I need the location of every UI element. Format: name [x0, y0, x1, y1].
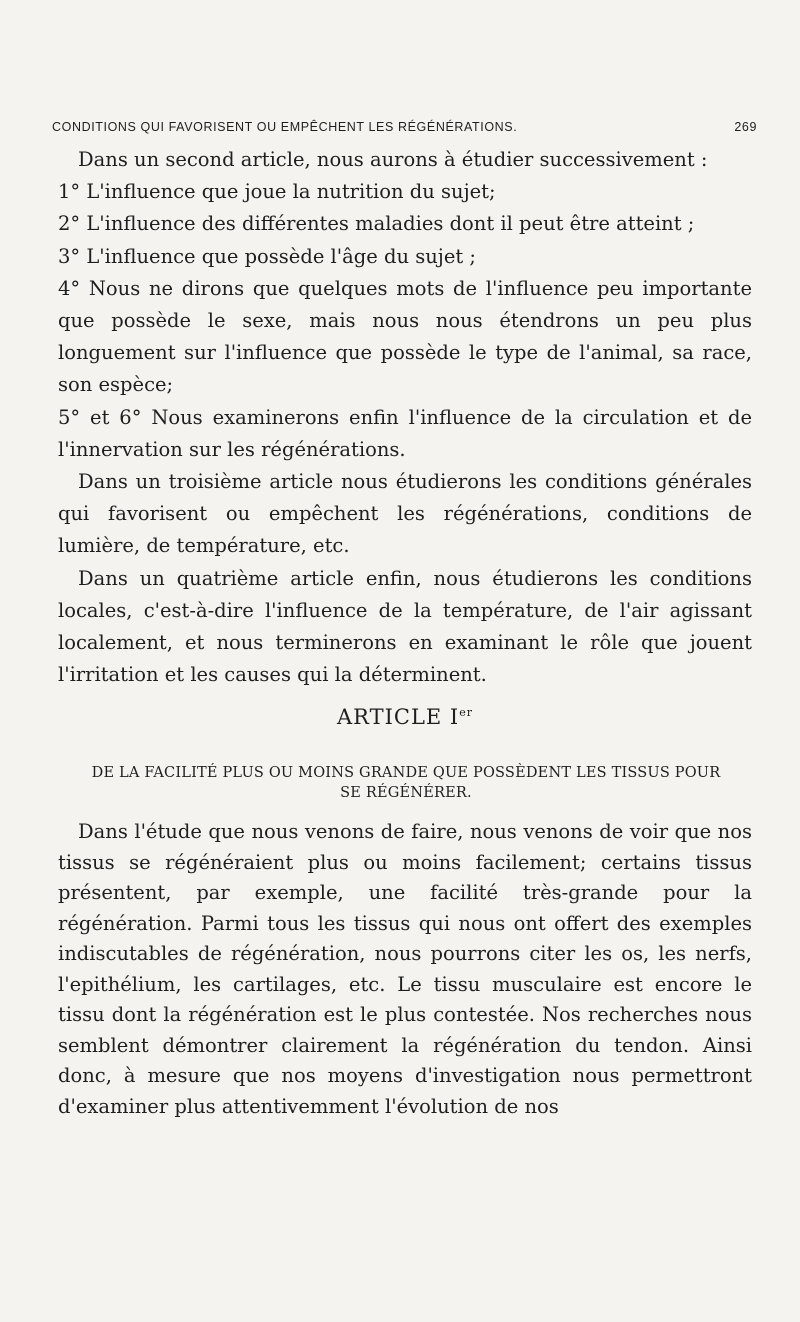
list-item: 1° L'influence que joue la nutrition du sujet;	[58, 180, 496, 204]
running-title: CONDITIONS QUI FAVORISENT OU EMPÊCHENT LES RÉGÉNÉRATIONS.	[52, 120, 518, 134]
list-item: 2° L'influence des différentes maladies dont il peut être atteint ;	[58, 212, 695, 236]
article-subtitle: DE LA FACILITÉ PLUS OU MOINS GRANDE QUE POSSÈDENT LES TISSUS POUR SE RÉGÉNÉRER.	[91, 765, 721, 801]
paragraph: Dans un quatrième article enfin, nous étudierons les conditions locales, c'est-à-dire l'influence de la température, de l'air agissant localement, et nous terminerons en examinant le rôle que jouent l'irritation et les causes qui la déterminent.	[58, 566, 752, 687]
list-item: 5° et 6° Nous examinerons enfin l'influence de la circulation et de l'innervation sur les régénérations.	[58, 405, 752, 461]
page-number: 269	[734, 120, 757, 134]
list-item: 3° L'influence que possède l'âge du sujet ;	[58, 244, 477, 268]
running-head	[52, 120, 757, 134]
paragraph: Dans un second article, nous aurons à étudier successivement :	[78, 148, 708, 171]
article-heading	[58, 705, 752, 729]
paragraph: Dans l'étude que nous venons de faire, nous venons de voir que nos tissus se régénéraient plus ou moins facilement; certains tissus présentent, par exemple, une facilité très-grande pour la régénération. Parmi tous les tissus qui nous ont offert des exemples indiscutables de régénération, nous pourrons citer les os, les nerfs, l'epithélium, les cartilages, etc. Le tissu musculaire est encore le tissu dont la régénération est le plus contestée. Nos recherches nous semblent démontrer clairement la régénération du tendon. Ainsi donc, à mesure que nos moyens d'investigation nous permettront d'examiner plus attentivemment l'évolution de nos	[58, 820, 752, 1118]
article-heading-text: ARTICLE I	[336, 705, 460, 729]
body-text	[58, 144, 752, 691]
article-heading-sup: er	[459, 706, 473, 719]
article-body	[58, 817, 752, 1122]
paragraph: Dans un troisième article nous étudierons les conditions générales qui favorisent ou empêchent les régénérations, conditions de lumière, de température, etc.	[58, 470, 752, 558]
list-item: 4° Nous ne dirons que quelques mots de l'influence peu importante que possède le sexe, mais nous nous étendrons un peu plus longuement sur l'influence que possède le type de l'animal, sa race, son espèce;	[58, 276, 752, 397]
